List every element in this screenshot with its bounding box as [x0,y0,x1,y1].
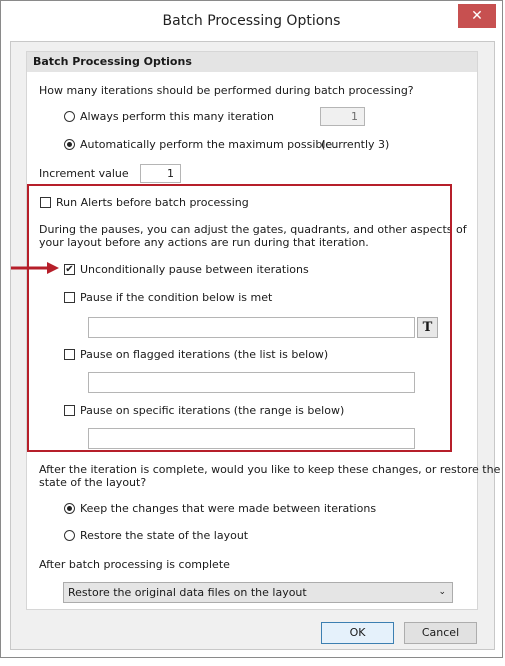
after-iteration-question-line1: After the iteration is complete, would you like to keep these changes, or restore the [39,463,501,476]
title-bar [1,1,502,41]
pauses-description-line2: your layout before any actions are run during that iteration. [39,236,369,249]
radio-keep-changes[interactable] [64,503,75,514]
restore-layout-label[interactable]: Restore the state of the layout [80,529,249,542]
pause-specific-label[interactable]: Pause on specific iterations (the range is below) [80,404,345,417]
pauses-description-line1: During the pauses, you can adjust the gates, quadrants, and other aspects of [39,223,467,236]
chevron-down-icon: ⌄ [438,587,446,597]
iteration-count-field[interactable]: 1 [320,107,365,126]
close-button[interactable] [458,4,496,28]
radio-auto-maximum[interactable] [64,139,75,150]
auto-maximum-note: (currently 3) [321,138,390,151]
run-alerts-label[interactable]: Run Alerts before batch processing [56,196,249,209]
pause-condition-label[interactable]: Pause if the condition below is met [80,291,273,304]
section-title: Batch Processing Options [27,52,477,72]
after-batch-label: After batch processing is complete [39,558,230,571]
ok-button[interactable]: OK [321,622,394,644]
after-batch-select[interactable] [63,582,453,603]
after-iteration-question-line2: state of the layout? [39,476,147,489]
increment-label: Increment value [39,167,129,180]
auto-maximum-label[interactable]: Automatically perform the maximum possible [80,138,333,151]
cancel-button[interactable]: Cancel [404,622,477,644]
iterations-question: How many iterations should be performed during batch processing? [39,84,414,97]
text-format-icon: T [422,320,433,335]
highlight-frame [27,184,452,452]
always-perform-label[interactable]: Always perform this many iteration [80,110,274,123]
unconditional-pause-label[interactable]: Unconditionally pause between iterations [80,263,309,276]
annotation-arrow-icon [11,260,61,276]
radio-always-perform[interactable] [64,111,75,122]
after-batch-selected-value: Restore the original data files on the layout [68,586,307,599]
unconditional-pause-checkbox[interactable]: ✔ [65,264,74,275]
keep-changes-label[interactable]: Keep the changes that were made between iterations [80,502,377,515]
close-icon: ✕ [471,8,483,24]
increment-value-field[interactable]: 1 [140,164,181,183]
radio-restore-layout[interactable] [64,530,75,541]
pause-flagged-label[interactable]: Pause on flagged iterations (the list is below) [80,348,329,361]
dialog-title: Batch Processing Options [162,13,341,29]
